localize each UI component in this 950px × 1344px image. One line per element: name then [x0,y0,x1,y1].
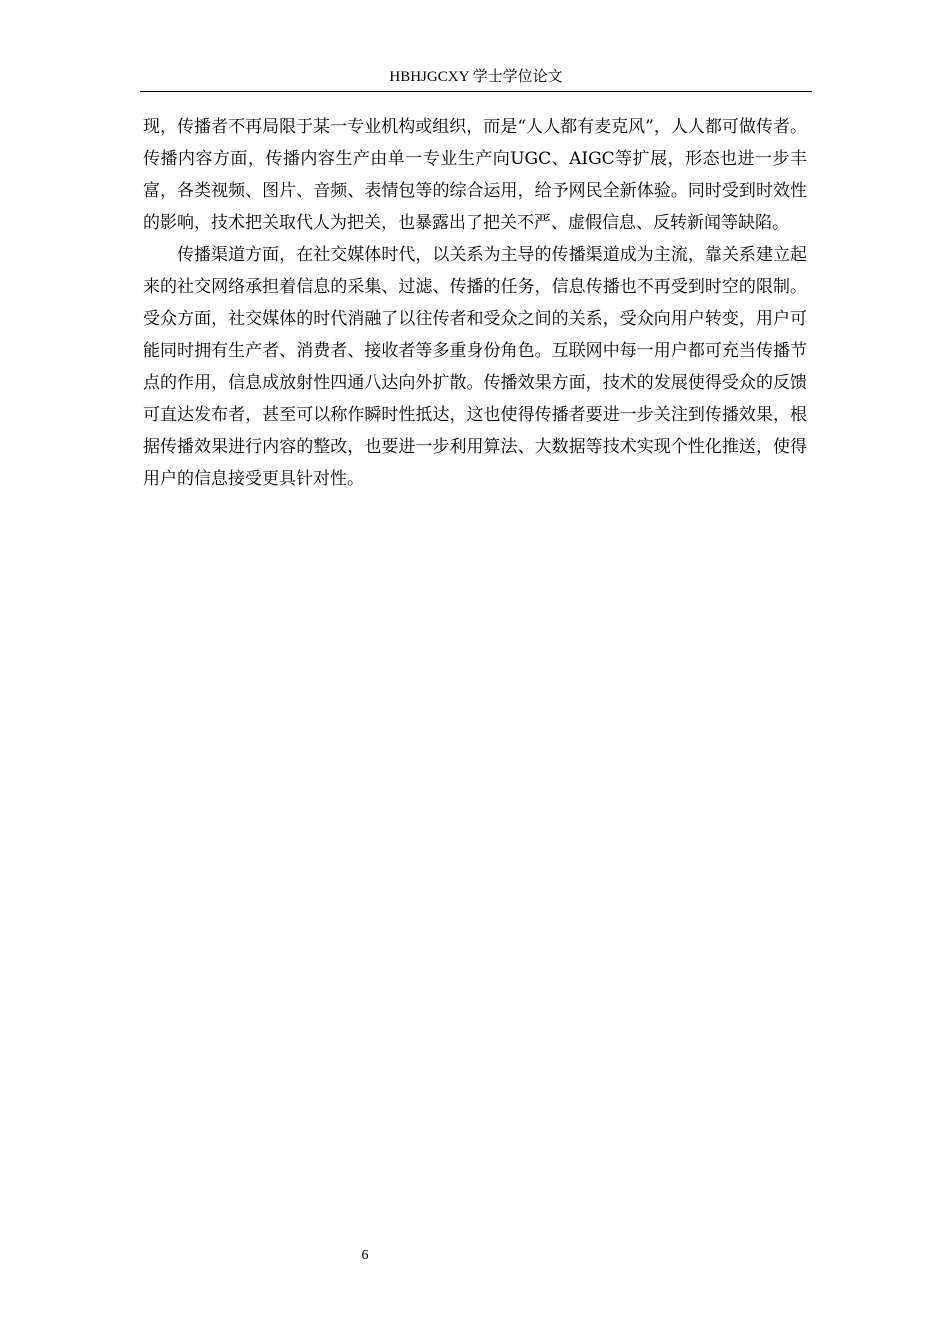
page-number: 6 [361,1248,369,1263]
paragraph-channels: 传播渠道方面，在社交媒体时代，以关系为主导的传播渠道成为主流，靠关系建立起来的社交网络承担着信息的采集、过滤、传播的任务，信息传播也不再受到时空的限制。受众方面，社交媒体的时代消融了以往传者和受众之间的关系，受众向用户转变，用户可能同时拥有生产者、消费者、接收者等多重身份角色。互联网中每一用户都可充当传播节点的作用，信息成放射性四通八达向外扩散。传播效果方面，技术的发展使得受众的反馈可直达发布者，甚至可以称作瞬时性抵达，这也使得传播者要进一步关注到传播效果，根据传播效果进行内容的整改，也要进一步利用算法、大数据等技术实现个性化推送，使得用户的信息接受更具针对性。 [143,245,807,489]
paragraph-continued: 现，传播者不再局限于某一专业机构或组织，而是“人人都有麦克风”，人人都可做传者。传播内容方面，传播内容生产由单一专业生产向UGC、AIGC等扩展，形态也进一步丰富，各类视频、图片、音频、表情包等的综合运用，给予网民全新体验。同时受到时效性的影响，技术把关取代人为把关，也暴露出了把关不严、虚假信息、反转新闻等缺陷。 [143,117,807,233]
body-text [143,111,807,495]
header-title: HBHJGCXY 学士学位论文 [389,69,563,85]
page-header [140,62,812,92]
